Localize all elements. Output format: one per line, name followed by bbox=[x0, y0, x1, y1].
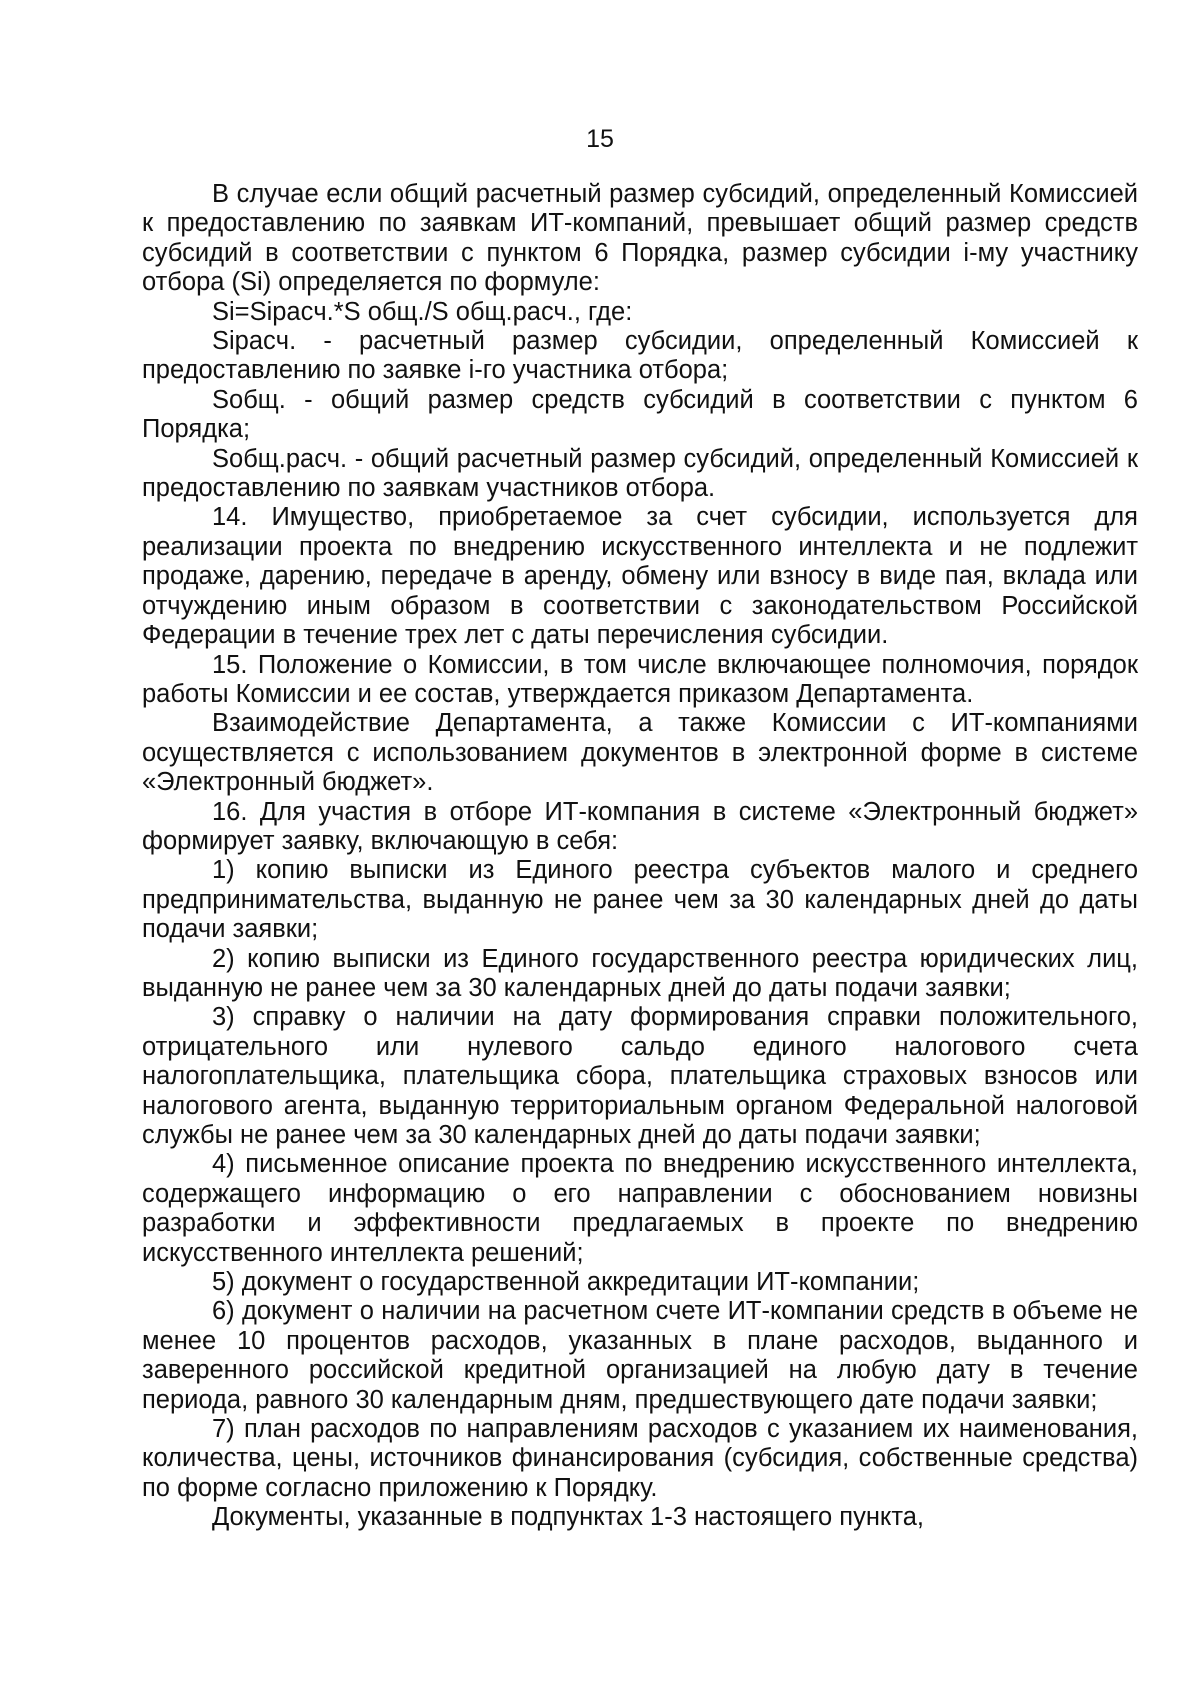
paragraph-sipacch-definition: Sipacч. - расчетный размер субсидии, определенный Комиссией к предоставлению по заявке i-го участника отбора; bbox=[142, 327, 1138, 385]
paragraph-subsidy-excess: В случае если общий расчетный размер субсидий, определенный Комиссией к предоставлению по заявкам ИТ-компаний, превышает общий размер средств субсидий в соответствии с пунктом 6 Порядка, размер субсидии i-му участнику отбора (Si) определяется по формуле: bbox=[142, 180, 1138, 297]
paragraph-interaction: Взаимодействие Департамента, а также Комиссии с ИТ-компаниями осуществляется с использованием документов в электронной форме в системе «Электронный бюджет». bbox=[142, 709, 1138, 797]
paragraph-subitem-7: 7) план расходов по направлениям расходов с указанием их наименования, количества, цены, источников финансирования (субсидия, собственные средства) по форме согласно приложению к Порядку. bbox=[142, 1415, 1138, 1502]
paragraph-item-16: 16. Для участия в отборе ИТ-компания в системе «Электронный бюджет» формирует заявку, включающую в себя: bbox=[142, 797, 1138, 855]
paragraph-subitem-4: 4) письменное описание проекта по внедрению искусственного интеллекта, содержащего информацию о его направлении с обоснованием новизны разработки и эффективности предлагаемых в проекте по внедрению искусственного интеллекта решений; bbox=[142, 1150, 1138, 1267]
page-number: 15 bbox=[586, 125, 614, 153]
paragraph-subitem-2: 2) копию выписки из Единого государственного реестра юридических лиц, выданную не ранее чем за 30 календарных дней до даты подачи заявки; bbox=[142, 944, 1138, 1002]
paragraph-formula: Si=Sipacч.*S общ./S общ.расч., где: bbox=[212, 297, 633, 326]
paragraph-documents: Документы, указанные в подпунктах 1-3 настоящего пункта, bbox=[212, 1503, 925, 1532]
paragraph-sobsh-definition: Sобщ. - общий размер средств субсидий в соответствии с пунктом 6 Порядка; bbox=[142, 385, 1138, 444]
paragraph-subitem-6: 6) документ о наличии на расчетном счете ИТ-компании средств в объеме не менее 10 процентов расходов, указанных в плане расходов, выданного и заверенного российской кредитной организацией на любую дату в течение периода, равного 30 календарным дням, предшествующего дате подачи заявки; bbox=[142, 1297, 1138, 1414]
paragraph-subitem-3: 3) справку о наличии на дату формирования справки положительного, отрицательного или нулевого сальдо единого налогового счета налогоплательщика, плательщика сбора, плательщика страховых взносов или налогового агента, выданную территориальным органом Федеральной налоговой службы не ранее чем за 30 календарных дней до даты подачи заявки; bbox=[142, 1003, 1138, 1149]
paragraph-item-15: 15. Положение о Комиссии, в том числе включающее полномочия, порядок работы Комиссии и ее состав, утверждается приказом Департамента. bbox=[142, 650, 1138, 708]
paragraph-subitem-1: 1) копию выписки из Единого реестра субъектов малого и среднего предпринимательства, выданную не ранее чем за 30 календарных дней до даты подачи заявки; bbox=[142, 856, 1138, 944]
paragraph-sobsh-rasch-definition: Sобщ.расч. - общий расчетный размер субсидий, определенный Комиссией к предоставлению по заявкам участников отбора. bbox=[142, 444, 1138, 503]
paragraph-item-14: 14. Имущество, приобретаемое за счет субсидии, используется для реализации проекта по внедрению искусственного интеллекта и не подлежит продаже, дарению, передаче в аренду, обмену или взносу в виде пая, вклада или отчуждению иным образом в соответствии с законодательством Российской Федерации в течение трех лет с даты перечисления субсидии. bbox=[142, 503, 1138, 650]
paragraph-subitem-5: 5) документ о государственной аккредитации ИТ-компании; bbox=[212, 1268, 920, 1297]
document-body bbox=[142, 180, 1138, 1533]
